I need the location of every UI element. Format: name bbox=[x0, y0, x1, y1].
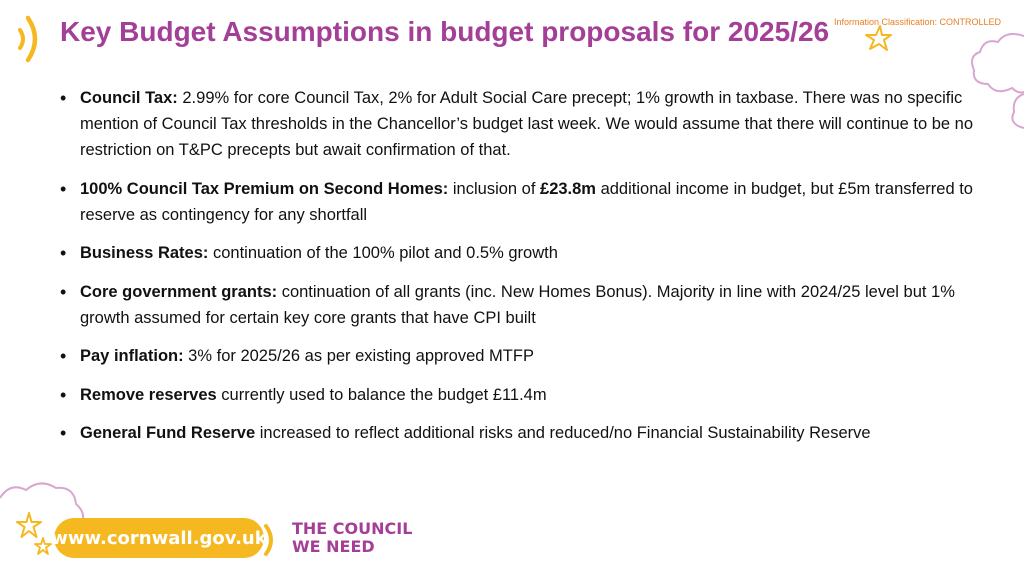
list-item-remove-reserves: • Remove reserves currently used to balance the budget £11.4m bbox=[56, 382, 976, 408]
star-icon bbox=[864, 24, 892, 52]
page-title: Key Budget Assumptions in budget proposals for 2025/26 bbox=[60, 16, 830, 47]
star-icon bbox=[16, 512, 42, 538]
list-item-council-tax: • Council Tax: 2.99% for core Council Tax, 2% for Adult Social Care precept; 1% growth in taxbase. There was no specific mention of Council Tax thresholds in the Chancellor’s budget last week. We would assume that there will continue to be no restriction on T&PC precepts but await confirmation of that. bbox=[56, 85, 976, 163]
list-item-second-homes-premium: • 100% Council Tax Premium on Second Homes: inclusion of £23.8m additional income in budget, but £5m transferred to reserve as contingency for any shortfall bbox=[56, 176, 976, 228]
assumptions-list bbox=[56, 85, 976, 459]
list-item-core-grants: • Core government grants: continuation of all grants (inc. New Homes Bonus). Majority in line with 2024/25 level but 1% growth assumed for certain key core grants that have CPI built bbox=[56, 279, 976, 331]
list-item-business-rates: • Business Rates: continuation of the 100% pilot and 0.5% growth bbox=[56, 240, 976, 266]
star-icon bbox=[34, 537, 52, 555]
list-item-general-fund-reserve: • General Fund Reserve increased to reflect additional risks and reduced/no Financial Sustainability Reserve bbox=[56, 420, 976, 446]
website-link[interactable]: www.cornwall.gov.uk bbox=[54, 518, 264, 558]
list-item-pay-inflation: • Pay inflation: 3% for 2025/26 as per existing approved MTFP bbox=[56, 343, 976, 369]
sound-waves-icon bbox=[14, 10, 48, 68]
sound-waves-icon bbox=[262, 518, 282, 562]
tagline: THE COUNCIL WE NEED bbox=[292, 519, 413, 556]
classification-label: Information Classification: CONTROLLED bbox=[834, 17, 1002, 27]
